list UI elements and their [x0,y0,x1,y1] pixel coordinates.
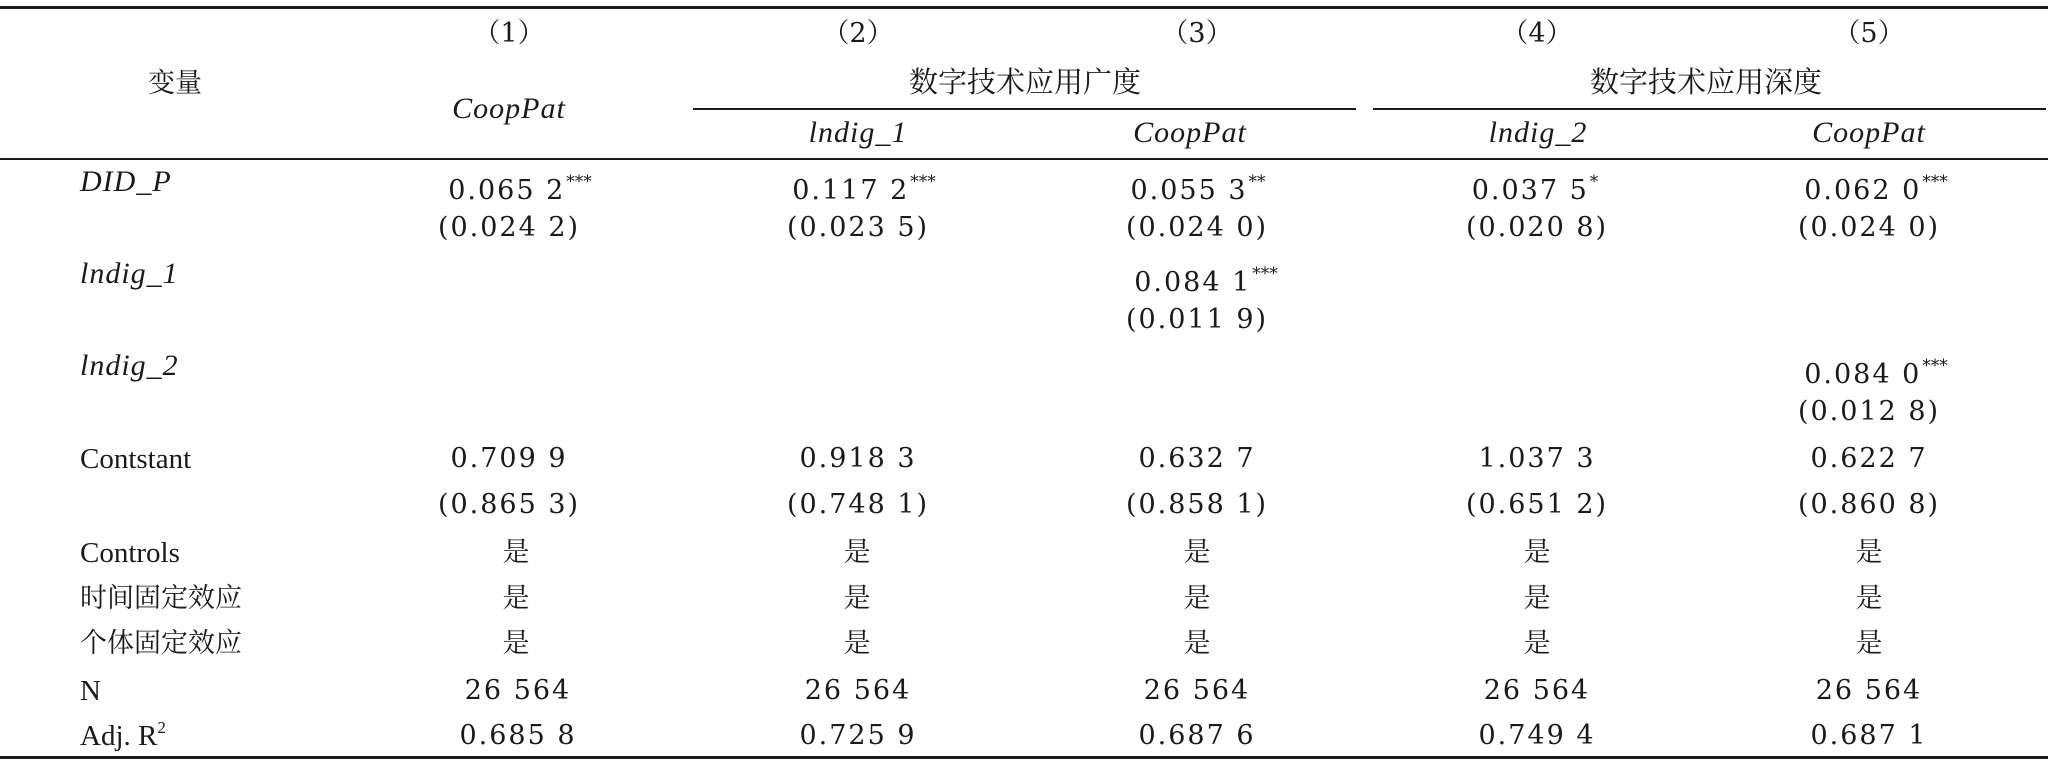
row-label-did-p: DID_P [80,165,172,198]
row-label-lndig-1: lndig_1 [80,257,179,290]
dep-var-2: lndig_1 [808,116,908,149]
lndig-2-se-5: (0.012 8) [1797,396,1941,427]
indiv-fe-value-1: 是 [502,628,530,659]
row-label-controls: Controls [80,537,180,569]
did-p-se-2: (0.023 5) [786,212,930,243]
n-value-4: 26 564 [1483,675,1591,706]
controls-value-3: 是 [1183,537,1211,568]
indiv-fe-value-2: 是 [843,628,871,659]
did-p-se-1: (0.024 2) [437,212,581,243]
indiv-fe-value-3: 是 [1183,628,1211,659]
did-p-se-4: (0.020 8) [1465,212,1609,243]
constant-coef-1: 0.709 9 [450,443,568,474]
constant-coef-2: 0.918 3 [799,443,917,474]
top-rule [0,6,2048,9]
col-number-1: （1） [473,18,545,49]
dep-var-5: CoopPat [1812,116,1926,149]
adj-r2-value-2: 0.725 9 [799,720,917,751]
did-p-coef-5: 0.062 0*** [1804,172,1948,206]
controls-value-4: 是 [1523,537,1551,568]
lndig-2-coef-5: 0.084 0*** [1804,356,1948,390]
did-p-se-5: (0.024 0) [1797,212,1941,243]
did-p-se-3: (0.024 0) [1125,212,1269,243]
n-value-1: 26 564 [464,675,572,706]
did-p-coef-3: 0.055 3** [1130,172,1266,206]
row-label-constant: Contstant [80,443,192,475]
time-fe-value-1: 是 [502,583,530,614]
constant-coef-3: 0.632 7 [1138,443,1256,474]
group-rule-breadth [693,108,1356,110]
row-label-lndig-2: lndig_2 [80,349,179,382]
did-p-coef-2: 0.117 2*** [792,172,936,206]
did-p-coef-4: 0.037 5* [1471,172,1599,206]
dep-var-3: CoopPat [1133,116,1247,149]
adj-r2-value-5: 0.687 1 [1810,720,1928,751]
time-fe-value-4: 是 [1523,583,1551,614]
n-value-3: 26 564 [1143,675,1251,706]
time-fe-value-2: 是 [843,583,871,614]
time-fe-value-3: 是 [1183,583,1211,614]
group-rule-depth [1373,108,2046,110]
adj-r2-value-4: 0.749 4 [1478,720,1596,751]
col-number-4: （4） [1501,18,1573,49]
col-number-3: （3） [1161,18,1233,49]
controls-value-5: 是 [1855,537,1883,568]
row-label-n: N [80,675,101,707]
dep-var-1: CoopPat [452,92,566,125]
constant-se-5: (0.860 8) [1797,489,1941,520]
constant-coef-5: 0.622 7 [1810,443,1928,474]
controls-value-2: 是 [843,537,871,568]
header-rule [0,158,2048,160]
indiv-fe-value-4: 是 [1523,628,1551,659]
row-label-time-fe: 时间固定效应 [80,583,242,614]
dep-var-4: lndig_2 [1488,116,1588,149]
row-label-indiv-fe: 个体固定效应 [80,628,242,659]
did-p-coef-1: 0.065 2*** [448,172,592,206]
constant-se-3: (0.858 1) [1125,489,1269,520]
lndig-1-se-3: (0.011 9) [1125,304,1269,335]
n-value-5: 26 564 [1815,675,1923,706]
col-number-2: （2） [822,18,894,49]
constant-se-1: (0.865 3) [437,489,581,520]
n-value-2: 26 564 [804,675,912,706]
bottom-rule [0,756,2048,759]
adj-r2-value-3: 0.687 6 [1138,720,1256,751]
variable-header: 变量 [148,68,202,99]
constant-coef-4: 1.037 3 [1478,443,1596,474]
lndig-1-coef-3: 0.084 1*** [1134,264,1278,298]
controls-value-1: 是 [502,537,530,568]
indiv-fe-value-5: 是 [1855,628,1883,659]
row-label-adj-r2: Adj. $R^2$ [80,718,166,752]
time-fe-value-5: 是 [1855,583,1883,614]
col-number-5: （5） [1833,18,1905,49]
constant-se-2: (0.748 1) [786,489,930,520]
constant-se-4: (0.651 2) [1465,489,1609,520]
adj-r2-value-1: 0.685 8 [459,720,577,751]
group-label-depth: 数字技术应用深度 [1589,65,1823,99]
group-label-breadth: 数字技术应用广度 [908,65,1142,99]
